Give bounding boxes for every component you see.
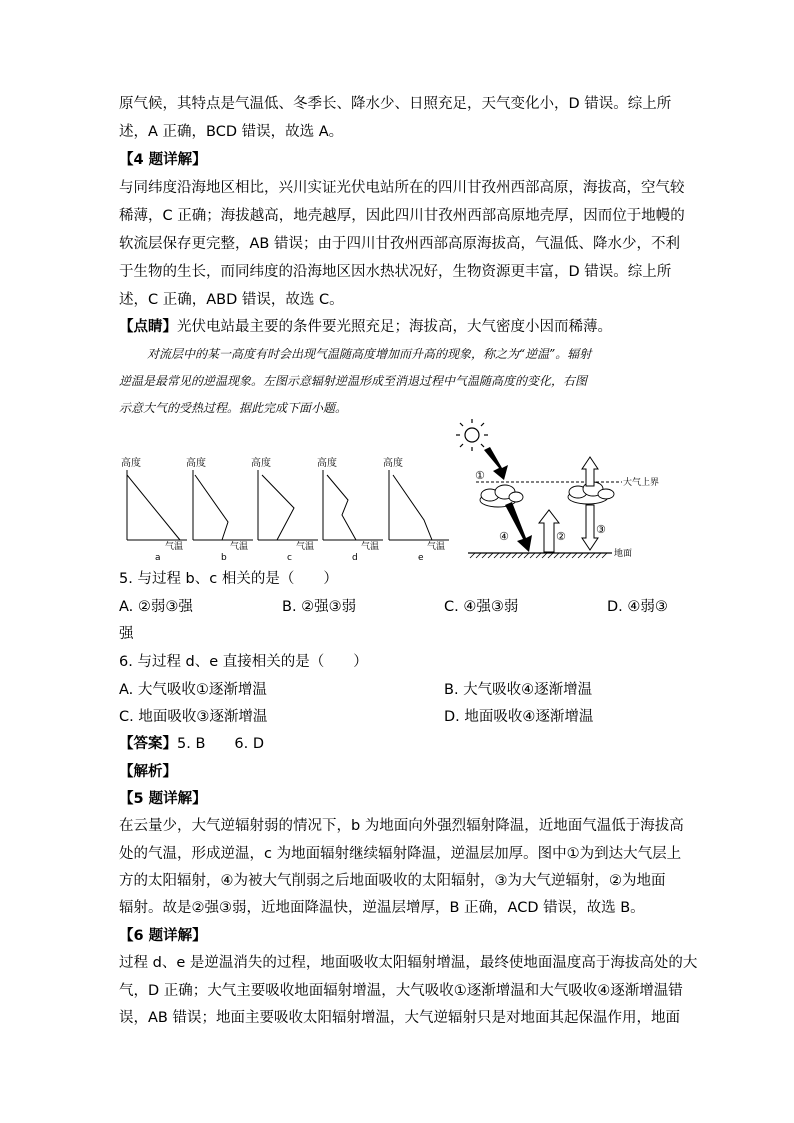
intro-line: 逆温是最常见的逆温现象。左图示意辐射逆温形成至消退过程中气温随高度的变化，右图 bbox=[119, 374, 588, 388]
x-axis-label: 气温 bbox=[361, 542, 380, 552]
panel-id: c bbox=[287, 553, 292, 563]
q6-option-a: A. 大气吸收①逐渐增温 bbox=[119, 682, 267, 698]
y-axis-label: 高度 bbox=[121, 458, 141, 469]
text-line: 述，A 正确，BCD 错误，故选 A。 bbox=[119, 124, 344, 140]
top-of-atmosphere-label: 大气上界 bbox=[623, 478, 660, 488]
tip-label: 【点睛】 bbox=[119, 319, 177, 335]
section-heading-q5: 【5 题详解】 bbox=[119, 791, 207, 807]
text-line: 与同纬度沿海地区相比，兴川实证光伏电站所在的四川甘孜州西部高原，海拔高，空气较 bbox=[119, 180, 685, 196]
q5-option-d-wrap: 强 bbox=[119, 626, 134, 642]
q6-option-d: D. 地面吸收④逐渐增温 bbox=[444, 709, 594, 725]
arrow-4-icon bbox=[505, 502, 532, 552]
panel-id: e bbox=[418, 553, 424, 563]
graph-d bbox=[317, 456, 383, 563]
q6-option-c: C. 地面吸收③逐渐增温 bbox=[119, 709, 268, 725]
text-line: 于生物的生长，而同纬度的沿海地区因水热状况好，生物资源更丰富，D 错误。综上所 bbox=[119, 264, 672, 280]
arrow-label-4: ④ bbox=[499, 530, 509, 543]
q5-option-d: D. ④弱③ bbox=[607, 599, 668, 615]
heating-diagram bbox=[456, 419, 659, 559]
arrow-1-icon bbox=[484, 447, 508, 480]
text-line: 辐射。故是②强③弱，近地面降温快，逆温层增厚，B 正确，ACD 错误，故选 B。 bbox=[119, 900, 645, 916]
y-axis-label: 高度 bbox=[317, 458, 337, 469]
text-line: 在云量少，大气逆辐射弱的情况下，b 为地面向外强烈辐射降温，近地面气温低于海拔高 bbox=[119, 818, 684, 834]
section-heading-q4: 【4 题详解】 bbox=[119, 152, 207, 168]
q5-stem: 5. 与过程 b、c 相关的是（ ） bbox=[119, 571, 338, 587]
text-line: 气，D 正确；大气主要吸收地面辐射增温，大气吸收①逐渐增温和大气吸收④逐渐增温错 bbox=[119, 983, 683, 999]
graph-b bbox=[186, 456, 253, 563]
panel-id: a bbox=[155, 553, 161, 563]
ground-hatch bbox=[470, 553, 607, 558]
q6-option-b: B. 大气吸收④逐渐增温 bbox=[444, 682, 593, 698]
q6-stem: 6. 与过程 d、e 直接相关的是（ ） bbox=[119, 654, 368, 670]
text-line: 述，C 正确，ABD 错误，故选 C。 bbox=[119, 292, 344, 308]
ground-label: 地面 bbox=[614, 549, 633, 559]
graph-c bbox=[251, 456, 318, 563]
arrow-label-2: ② bbox=[556, 530, 566, 543]
q5-option-c: C. ④强③弱 bbox=[444, 599, 519, 615]
intro-line: 对流层中的某一高度有时会出现气温随高度增加而升高的现象，称之为“逆温”。辐射 bbox=[147, 347, 592, 361]
text-line: 处的气温，形成逆温，c 为地面辐射继续辐射降温，逆温层加厚。图中①为到达大气层上 bbox=[119, 846, 682, 862]
intro-line: 示意大气的受热过程。据此完成下面小题。 bbox=[119, 401, 348, 415]
sun-icon bbox=[456, 419, 488, 451]
arrow-label-3: ③ bbox=[596, 523, 606, 536]
graph-e bbox=[383, 456, 449, 563]
text-line: 误，AB 错误；地面主要吸收太阳辐射增温，大气逆辐射只是对地面其起保温作用，地面 bbox=[119, 1010, 680, 1026]
text-line: 原气候，其特点是气温低、冬季长、降水少、日照充足，天气变化小，D 错误。综上所 bbox=[119, 96, 672, 112]
text-line: 软流层保存更完整，AB 错误；由于四川甘孜州西部高原海拔高，气温低、降水少，不利 bbox=[119, 236, 680, 252]
x-axis-label: 气温 bbox=[427, 542, 446, 552]
inversion-graphs bbox=[121, 456, 449, 563]
answer-line bbox=[119, 733, 264, 755]
x-axis-label: 气温 bbox=[165, 542, 184, 552]
text-line: 过程 d、e 是逆温消失的过程，地面吸收太阳辐射增温，最终使地面温度高于海拔高处的大 bbox=[119, 955, 698, 971]
graph-a bbox=[121, 456, 187, 563]
q5-option-b: B. ②强③弱 bbox=[282, 599, 357, 615]
section-heading-q6: 【6 题详解】 bbox=[119, 928, 207, 944]
x-axis-label: 气温 bbox=[296, 542, 315, 552]
answer-text: 5. B 6. D bbox=[177, 736, 264, 752]
q5-option-a: A. ②弱③强 bbox=[119, 599, 193, 615]
cloud-icon bbox=[480, 485, 523, 507]
arrow-up-icon bbox=[582, 457, 598, 486]
tip-text: 光伏电站最主要的条件要光照充足；海拔高，大气密度小因而稀薄。 bbox=[177, 319, 612, 335]
analysis-label: 【解析】 bbox=[119, 764, 177, 780]
answer-label: 【答案】 bbox=[119, 736, 177, 752]
arrow-label-1: ① bbox=[475, 469, 485, 482]
y-axis-label: 高度 bbox=[251, 458, 271, 469]
panel-id: d bbox=[352, 553, 358, 563]
text-line: 稀薄，C 正确；海拔越高，地壳越厚，因此四川甘孜州西部高原地壳厚，因而位于地幔的 bbox=[119, 208, 685, 224]
y-axis-label: 高度 bbox=[186, 458, 206, 469]
x-axis-label: 气温 bbox=[230, 542, 249, 552]
text-line: 方的太阳辐射，④为被大气削弱之后地面吸收的太阳辐射，③为大气逆辐射，②为地面 bbox=[119, 873, 666, 889]
y-axis-label: 高度 bbox=[383, 458, 403, 469]
panel-id: b bbox=[221, 553, 227, 563]
